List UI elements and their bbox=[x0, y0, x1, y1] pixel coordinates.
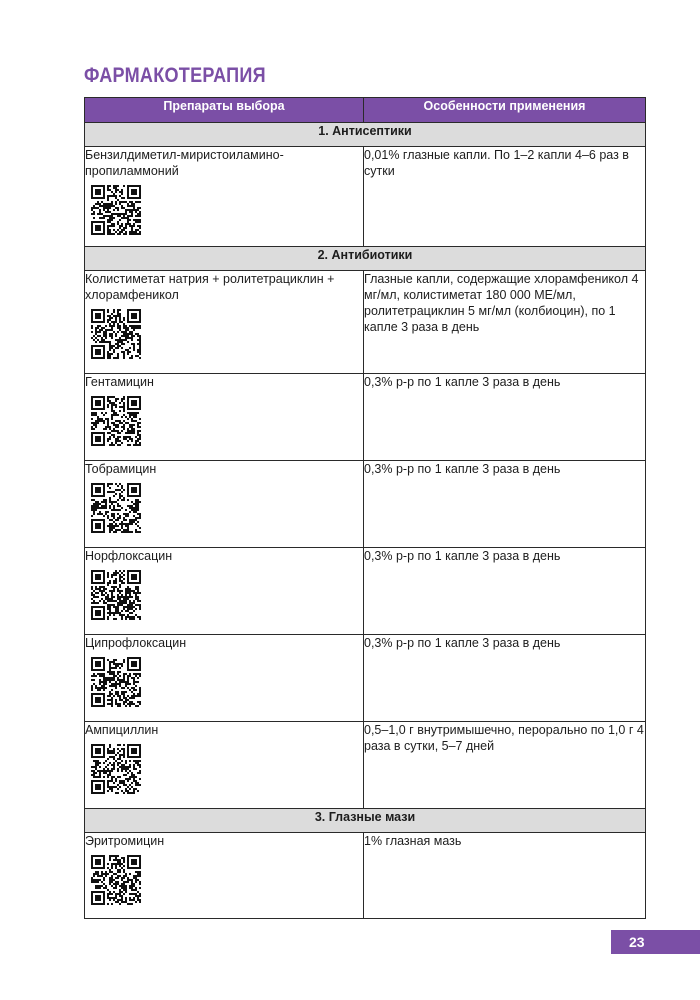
section-row-antiseptics bbox=[85, 123, 646, 147]
drug-name: Эритромицин bbox=[85, 834, 165, 848]
usage-cell: 0,01% глазные капли. По 1–2 капли 4–6 раз в сутки bbox=[364, 147, 646, 247]
qr-code-icon[interactable] bbox=[91, 744, 141, 794]
drug-cell bbox=[85, 722, 364, 809]
table-row bbox=[85, 461, 646, 548]
drug-cell bbox=[85, 271, 364, 374]
section-row-eye-ointments bbox=[85, 809, 646, 833]
usage-cell: 0,5–1,0 г внутримышечно, перорально по 1,0 г 4 раза в сутки, 5–7 дней bbox=[364, 722, 646, 809]
drug-name: Гентамицин bbox=[85, 375, 154, 389]
table-row bbox=[85, 147, 646, 247]
table-row bbox=[85, 548, 646, 635]
table-row bbox=[85, 635, 646, 722]
table-row bbox=[85, 271, 646, 374]
drug-name: Колистиметат натрия + ролитетрациклин + хлорамфеникол bbox=[85, 272, 335, 302]
drug-cell bbox=[85, 147, 364, 247]
section-title: 3. Глазные мази bbox=[85, 809, 646, 833]
drug-table bbox=[84, 97, 646, 919]
qr-code-icon[interactable] bbox=[91, 657, 141, 707]
drug-cell bbox=[85, 374, 364, 461]
qr-code-icon[interactable] bbox=[91, 483, 141, 533]
qr-code-icon[interactable] bbox=[91, 309, 141, 359]
column-header-drugs: Препараты выбора bbox=[85, 98, 364, 123]
page-number: 23 bbox=[611, 930, 700, 954]
section-row-antibiotics bbox=[85, 247, 646, 271]
drug-name: Норфлоксацин bbox=[85, 549, 173, 563]
drug-name: Бензилдиметил-миристоиламино-пропиламмоний bbox=[85, 148, 284, 178]
page-title: ФАРМАКОТЕРАПИЯ bbox=[84, 64, 266, 87]
usage-cell: 0,3% р-р по 1 капле 3 раза в день bbox=[364, 548, 646, 635]
drug-cell bbox=[85, 461, 364, 548]
drug-cell bbox=[85, 548, 364, 635]
qr-code-icon[interactable] bbox=[91, 396, 141, 446]
drug-name: Тобрамицин bbox=[85, 462, 157, 476]
drug-name: Ампициллин bbox=[85, 723, 159, 737]
table-header-row bbox=[85, 98, 646, 123]
qr-code-icon[interactable] bbox=[91, 185, 141, 235]
table-row bbox=[85, 833, 646, 919]
drug-cell bbox=[85, 833, 364, 919]
table-row bbox=[85, 374, 646, 461]
usage-cell: 1% глазная мазь bbox=[364, 833, 646, 919]
usage-cell: 0,3% р-р по 1 капле 3 раза в день bbox=[364, 374, 646, 461]
usage-cell: Глазные капли, содержащие хлорамфеникол 4 мг/мл, колистиметат 180 000 МЕ/мл, ролитетрациклин 5 мг/мл (колбиоцин), по 1 капле 3 раза в день bbox=[364, 271, 646, 374]
qr-code-icon[interactable] bbox=[91, 570, 141, 620]
section-title: 1. Антисептики bbox=[85, 123, 646, 147]
usage-cell: 0,3% р-р по 1 капле 3 раза в день bbox=[364, 635, 646, 722]
drug-name: Ципрофлоксацин bbox=[85, 636, 187, 650]
section-title: 2. Антибиотики bbox=[85, 247, 646, 271]
table-row bbox=[85, 722, 646, 809]
column-header-usage: Особенности применения bbox=[364, 98, 646, 123]
qr-code-icon[interactable] bbox=[91, 855, 141, 905]
usage-cell: 0,3% р-р по 1 капле 3 раза в день bbox=[364, 461, 646, 548]
drug-cell bbox=[85, 635, 364, 722]
